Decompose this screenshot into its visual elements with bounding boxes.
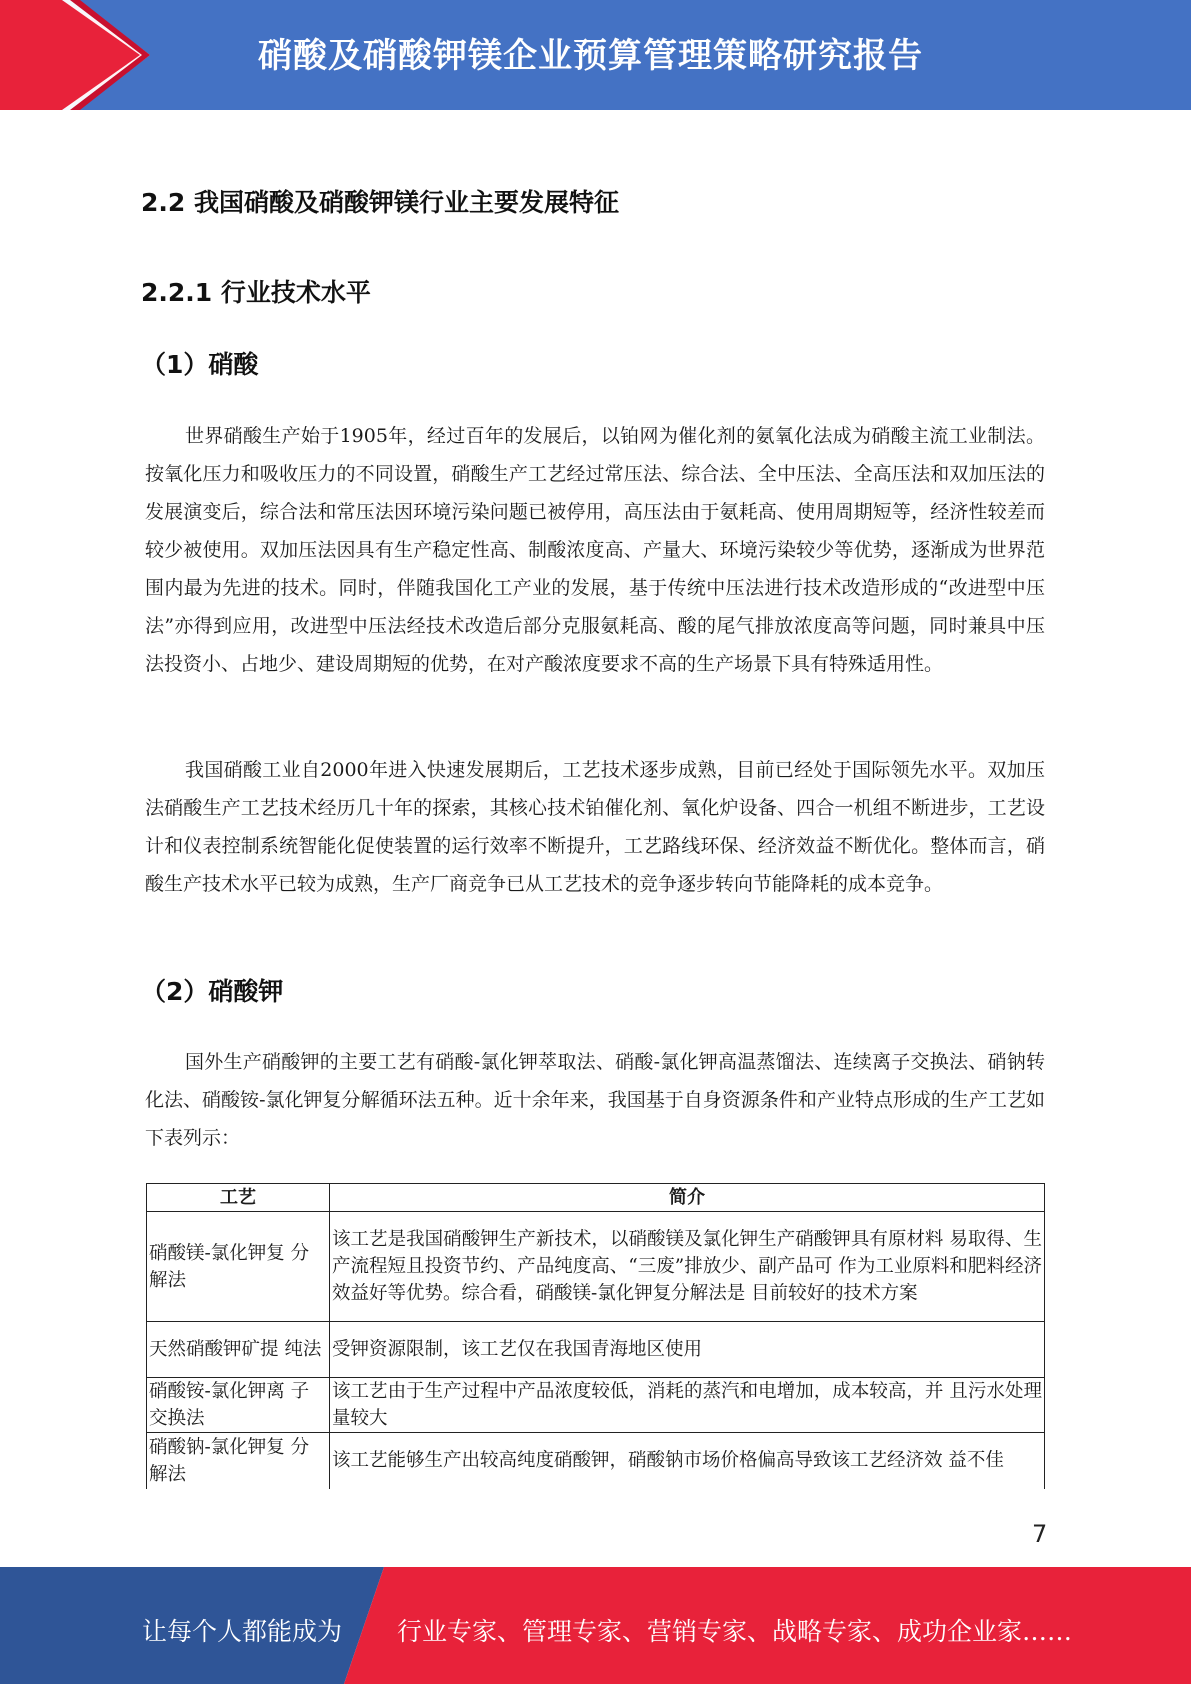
process-name-cell: 硝酸镁-氯化钾复 分解法 <box>147 1212 330 1322</box>
table-header-cell: 工艺 <box>147 1184 330 1212</box>
process-desc-cell: 该工艺是我国硝酸钾生产新技术，以硝酸镁及氯化钾生产硝酸钾具有原材料 易取得、生产流程短且投资节约、产品纯度高、“三废”排放少、副产品可 作为工业原料和肥料经济效益好等优势。综合看，硝酸镁-氯化钾复分解法是 目前较好的技术方案 <box>330 1212 1045 1322</box>
part1-heading: （1）硝酸 <box>141 350 259 379</box>
table-row <box>147 1322 1045 1378</box>
process-name-cell: 天然硝酸钾矿提 纯法 <box>147 1322 330 1378</box>
process-name-cell: 硝酸钠-氯化钾复 分解法 <box>147 1433 330 1489</box>
process-table <box>146 1183 1045 1489</box>
process-desc-cell: 该工艺能够生产出较高纯度硝酸钾，硝酸钠市场价格偏高导致该工艺经济效 益不佳 <box>330 1433 1045 1489</box>
part1-paragraph-1: 世界硝酸生产始于1905年，经过百年的发展后，以铂网为催化剂的氨氧化法成为硝酸主流工业制法。按氧化压力和吸收压力的不同设置，硝酸生产工艺经过常压法、综合法、全中压法、全高压法和双加压法的发展演变后，综合法和常压法因环境污染问题已被停用，高压法由于氨耗高、使用周期短等，经济性较差而较少被使用。双加压法因具有生产稳定性高、制酸浓度高、产量大、环境污染较少等优势，逐渐成为世界范围内最为先进的技术。同时，伴随我国化工产业的发展，基于传统中压法进行技术改造形成的“改进型中压法”亦得到应用，改进型中压法经技术改造后部分克服氨耗高、酸的尾气排放浓度高等问题，同时兼具中压法投资小、占地少、建设周期短的优势，在对产酸浓度要求不高的生产场景下具有特殊适用性。 <box>145 425 1045 675</box>
footer-slogan-left: 让每个人都能成为 <box>142 1617 343 1646</box>
process-name-cell: 硝酸铵-氯化钾离 子交换法 <box>147 1378 330 1433</box>
page-number: 7 <box>1032 1520 1048 1548</box>
table-row <box>147 1433 1045 1489</box>
page-header <box>0 0 1191 110</box>
section-heading: 2.2 我国硝酸及硝酸钾镁行业主要发展特征 <box>141 188 619 217</box>
page-footer <box>0 1567 1191 1684</box>
subsection-heading: 2.2.1 行业技术水平 <box>141 278 371 307</box>
process-desc-cell: 该工艺由于生产过程中产品浓度较低，消耗的蒸汽和电增加，成本较高，并 且污水处理量较大 <box>330 1378 1045 1433</box>
part1-paragraph-2: 我国硝酸工业自2000年进入快速发展期后，工艺技术逐步成熟，目前已经处于国际领先水平。双加压法硝酸生产工艺技术经历几十年的探索，其核心技术铂催化剂、氧化炉设备、四合一机组不断进步，工艺设计和仪表控制系统智能化促使装置的运行效率不断提升，工艺路线环保、经济效益不断优化。整体而言，硝酸生产技术水平已较为成熟，生产厂商竞争已从工艺技术的竞争逐步转向节能降耗的成本竞争。 <box>145 759 1045 895</box>
part2-heading: （2）硝酸钾 <box>141 977 284 1006</box>
table-header-cell: 简介 <box>330 1184 1045 1212</box>
table-header-row <box>147 1184 1045 1212</box>
part2-paragraph-1: 国外生产硝酸钾的主要工艺有硝酸-氯化钾萃取法、硝酸-氯化钾高温蒸馏法、连续离子交换法、硝钠转化法、硝酸铵-氯化钾复分解循环法五种。近十余年来，我国基于自身资源条件和产业特点形成的生产工艺如下表列示： <box>145 1051 1045 1149</box>
table-row <box>147 1212 1045 1322</box>
footer-slogan-right: 行业专家、管理专家、营销专家、战略专家、成功企业家…… <box>397 1617 1073 1646</box>
table-row <box>147 1378 1045 1433</box>
report-title: 硝酸及硝酸钾镁企业预算管理策略研究报告 <box>258 36 923 76</box>
process-desc-cell: 受钾资源限制，该工艺仅在我国青海地区使用 <box>330 1322 1045 1378</box>
